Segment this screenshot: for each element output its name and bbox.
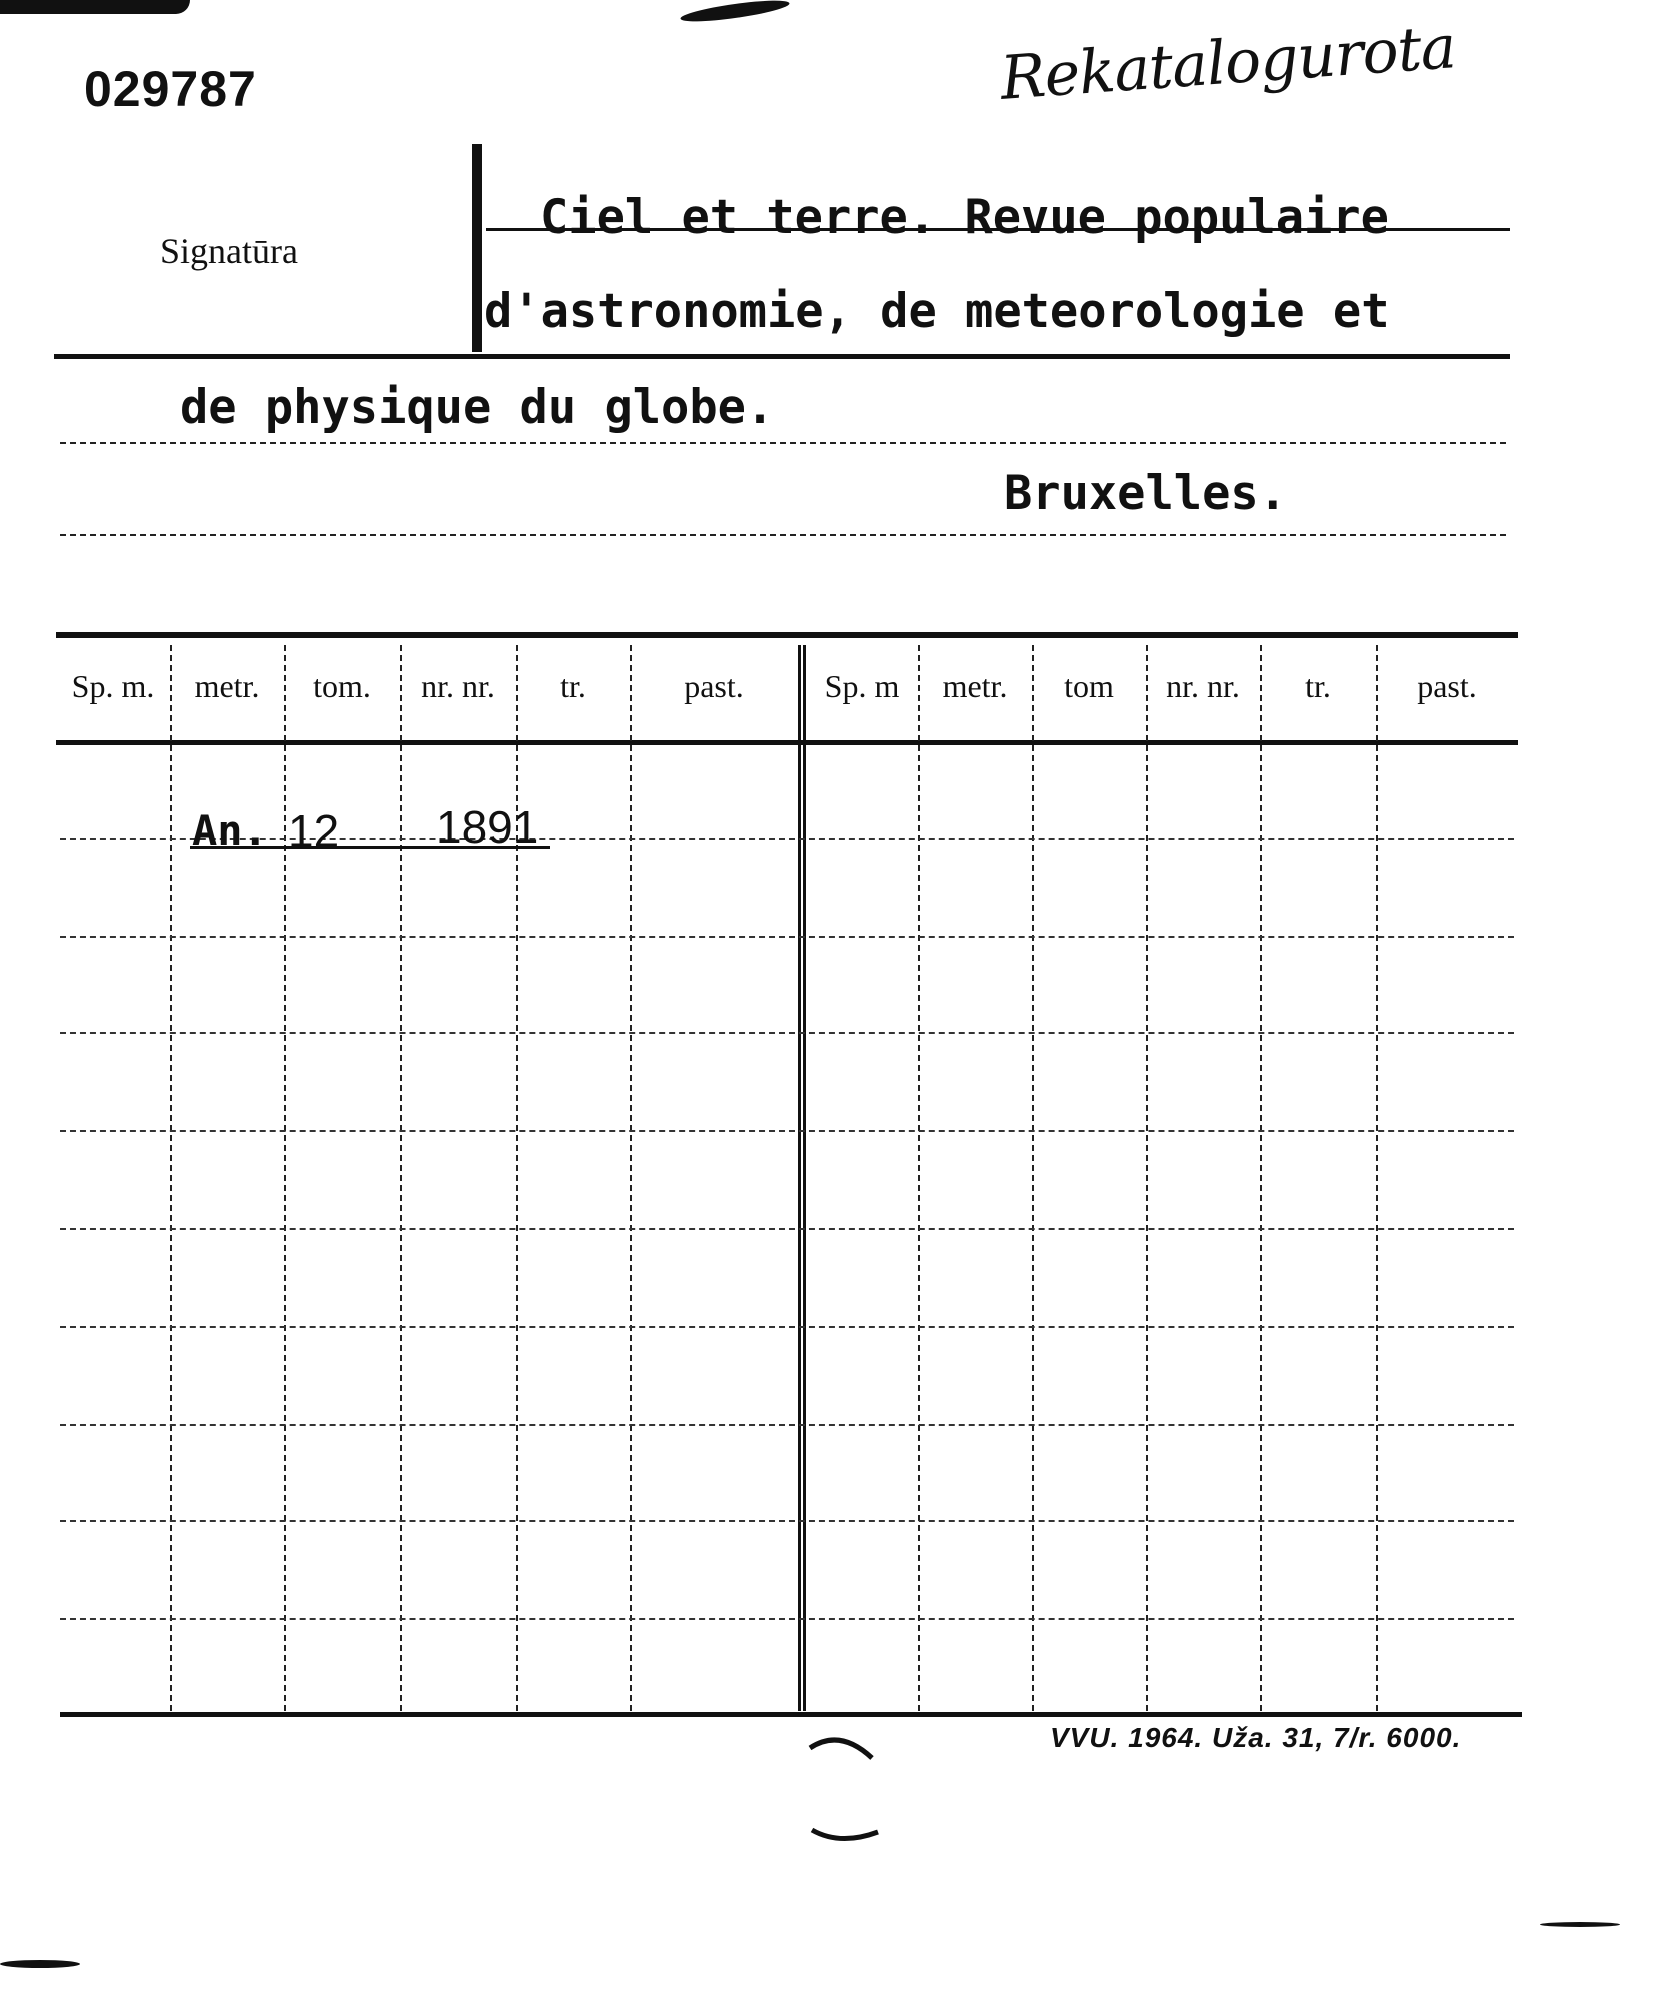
header-metr-left: metr.	[194, 668, 260, 704]
header-tom-right: tom	[1064, 668, 1114, 704]
cell-nr-nr-value: 1891	[436, 801, 539, 853]
punch-arc-top	[810, 1740, 872, 1758]
place-rule	[60, 534, 1506, 536]
header-past-right: past.	[1417, 668, 1477, 704]
header-metr-right: metr.	[942, 668, 1008, 704]
column-divider	[1376, 645, 1378, 1711]
table-row-rule	[60, 1228, 1514, 1230]
table-row-rule	[60, 1618, 1514, 1620]
table-top-border	[56, 632, 1518, 638]
handwritten-note: Rekatalogurota	[998, 12, 1458, 114]
place-of-publication: Bruxelles.	[1004, 466, 1287, 521]
scan-smudge-bottom-left	[0, 1960, 80, 1968]
signatura-bottom-rule	[54, 354, 1510, 359]
table-row-rule	[60, 936, 1514, 938]
table-header-border	[56, 740, 1518, 745]
title-rule-1	[486, 228, 1510, 231]
table-center-divider	[798, 645, 806, 1711]
table-row-rule	[60, 1520, 1514, 1522]
header-nr-nr-left: nr. nr.	[421, 668, 495, 704]
title-line-1: Ciel et terre. Revue populaire	[540, 190, 1389, 245]
signatura-divider	[472, 144, 482, 352]
table-row-rule	[60, 1032, 1514, 1034]
column-divider	[170, 645, 172, 1711]
punch-arc-bottom	[812, 1830, 878, 1839]
title-rule-3	[60, 442, 1506, 444]
header-tr-left: tr.	[560, 668, 586, 704]
column-divider	[1260, 645, 1262, 1711]
table-bottom-border	[60, 1712, 1522, 1717]
column-divider	[1032, 645, 1034, 1711]
scan-smudge-top-center	[680, 0, 791, 26]
column-divider	[284, 645, 286, 1711]
table-row-rule	[60, 1130, 1514, 1132]
table-row-rule	[60, 1424, 1514, 1426]
printer-imprint: VVU. 1964. Uža. 31, 7/r. 6000.	[1050, 1722, 1462, 1753]
scan-smudge-bottom-right	[1540, 1922, 1620, 1927]
cell-tom-value: 12	[288, 805, 340, 857]
cell-row-underline	[190, 846, 550, 849]
header-past-left: past.	[684, 668, 744, 704]
column-divider	[400, 645, 402, 1711]
cell-metr-value: An.	[192, 806, 268, 855]
title-line-2: d'astronomie, de meteorologie et	[484, 284, 1390, 339]
card-number: 029787	[84, 61, 257, 117]
punch-hole-mark	[790, 1720, 900, 1850]
table-row-rule	[60, 1326, 1514, 1328]
header-tr-right: tr.	[1305, 668, 1331, 704]
column-divider	[918, 645, 920, 1711]
column-divider	[630, 645, 632, 1711]
table-row-rule	[60, 838, 1514, 840]
title-line-3: de physique du globe.	[180, 380, 775, 435]
scan-smudge-top-left	[0, 0, 190, 14]
header-tom-left: tom.	[313, 668, 371, 704]
signatura-label: Signatūra	[160, 231, 298, 271]
header-nr-nr-right: nr. nr.	[1166, 668, 1240, 704]
column-divider	[1146, 645, 1148, 1711]
header-sp-m-right: Sp. m	[824, 668, 900, 704]
header-sp-m-left: Sp. m.	[71, 668, 155, 704]
